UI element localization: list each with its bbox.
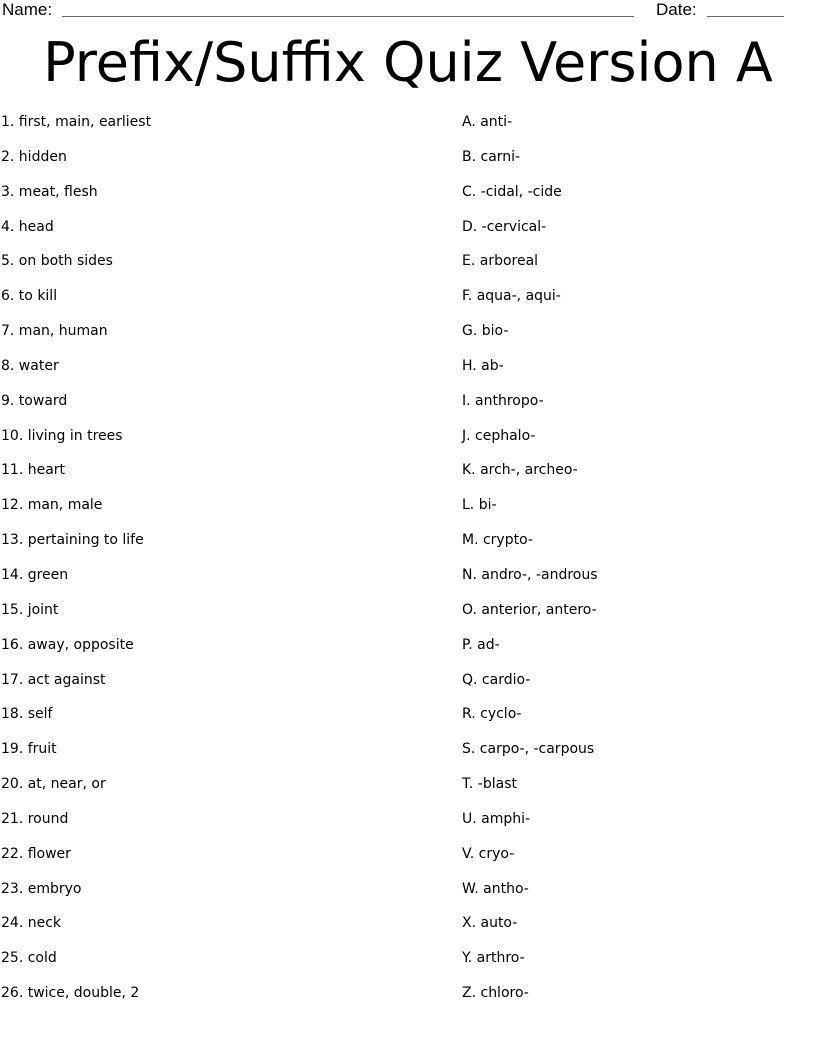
clue-item: 19. fruit	[1, 741, 57, 758]
answer-item: U. amphi-	[462, 810, 531, 827]
clue-item: 16. away, opposite	[1, 636, 134, 653]
answer-item: F. aqua-, aqui-	[462, 288, 561, 305]
clue-item: 11. heart	[1, 462, 66, 479]
answer-item: L. bi-	[462, 497, 497, 514]
name-label: Name:	[2, 0, 53, 19]
clue-item: 5. on both sides	[1, 253, 113, 270]
clue-item: 12. man, male	[1, 497, 103, 514]
name-blank-line	[62, 16, 634, 17]
answer-item: R. cyclo-	[462, 706, 522, 723]
answer-item: K. arch-, archeo-	[462, 462, 578, 479]
date-label: Date:	[656, 0, 697, 19]
answer-item: I. anthropo-	[462, 392, 544, 409]
clue-item: 6. to kill	[1, 288, 58, 305]
clue-item: 23. embryo	[1, 880, 82, 897]
clue-item: 3. meat, flesh	[1, 183, 98, 200]
answer-item: N. andro-, -androus	[462, 566, 598, 583]
answer-item: G. bio-	[462, 323, 509, 340]
clue-item: 8. water	[1, 357, 59, 374]
clue-item: 14. green	[1, 566, 69, 583]
page-title: Prefix/Suffix Quiz Version A	[43, 31, 773, 94]
clue-item: 9. toward	[1, 392, 68, 409]
answer-list	[462, 110, 802, 1016]
clue-item: 26. twice, double, 2	[1, 985, 140, 1002]
answer-item: A. anti-	[462, 114, 513, 130]
answer-item: Z. chloro-	[462, 985, 529, 1002]
clue-item: 18. self	[1, 706, 53, 723]
answer-item: X. auto-	[462, 915, 518, 932]
clue-list	[1, 110, 441, 1016]
clue-item: 25. cold	[1, 950, 57, 967]
answer-item: P. ad-	[462, 636, 500, 653]
header-line	[0, 0, 816, 24]
clue-item: 21. round	[1, 810, 69, 827]
clue-item: 10. living in trees	[1, 427, 123, 444]
clue-item: 24. neck	[1, 915, 62, 932]
clue-item: 17. act against	[1, 671, 106, 688]
clue-item: 4. head	[1, 218, 54, 235]
clue-item: 1. first, main, earliest	[1, 114, 152, 130]
clue-item: 15. joint	[1, 601, 59, 618]
answer-item: M. crypto-	[462, 532, 533, 549]
clue-item: 20. at, near, or	[1, 776, 106, 793]
answer-item: V. cryo-	[462, 845, 515, 862]
answer-item: B. carni-	[462, 148, 521, 165]
answer-item: O. anterior, antero-	[462, 601, 597, 618]
clue-item: 2. hidden	[1, 148, 67, 165]
answer-item: C. -cidal, -cide	[462, 183, 562, 200]
answer-item: Y. arthro-	[462, 950, 525, 967]
clue-item: 7. man, human	[1, 323, 108, 340]
date-blank-line	[707, 16, 784, 17]
answer-item: W. antho-	[462, 880, 529, 897]
answer-item: E. arboreal	[462, 253, 539, 270]
clue-item: 22. flower	[1, 845, 71, 862]
answer-item: J. cephalo-	[462, 427, 536, 444]
answer-item: T. -blast	[462, 776, 517, 793]
answer-item: D. -cervical-	[462, 218, 547, 235]
clue-item: 13. pertaining to life	[1, 532, 144, 549]
answer-item: H. ab-	[462, 357, 504, 374]
answer-item: Q. cardio-	[462, 671, 531, 688]
answer-item: S. carpo-, -carpous	[462, 741, 595, 758]
